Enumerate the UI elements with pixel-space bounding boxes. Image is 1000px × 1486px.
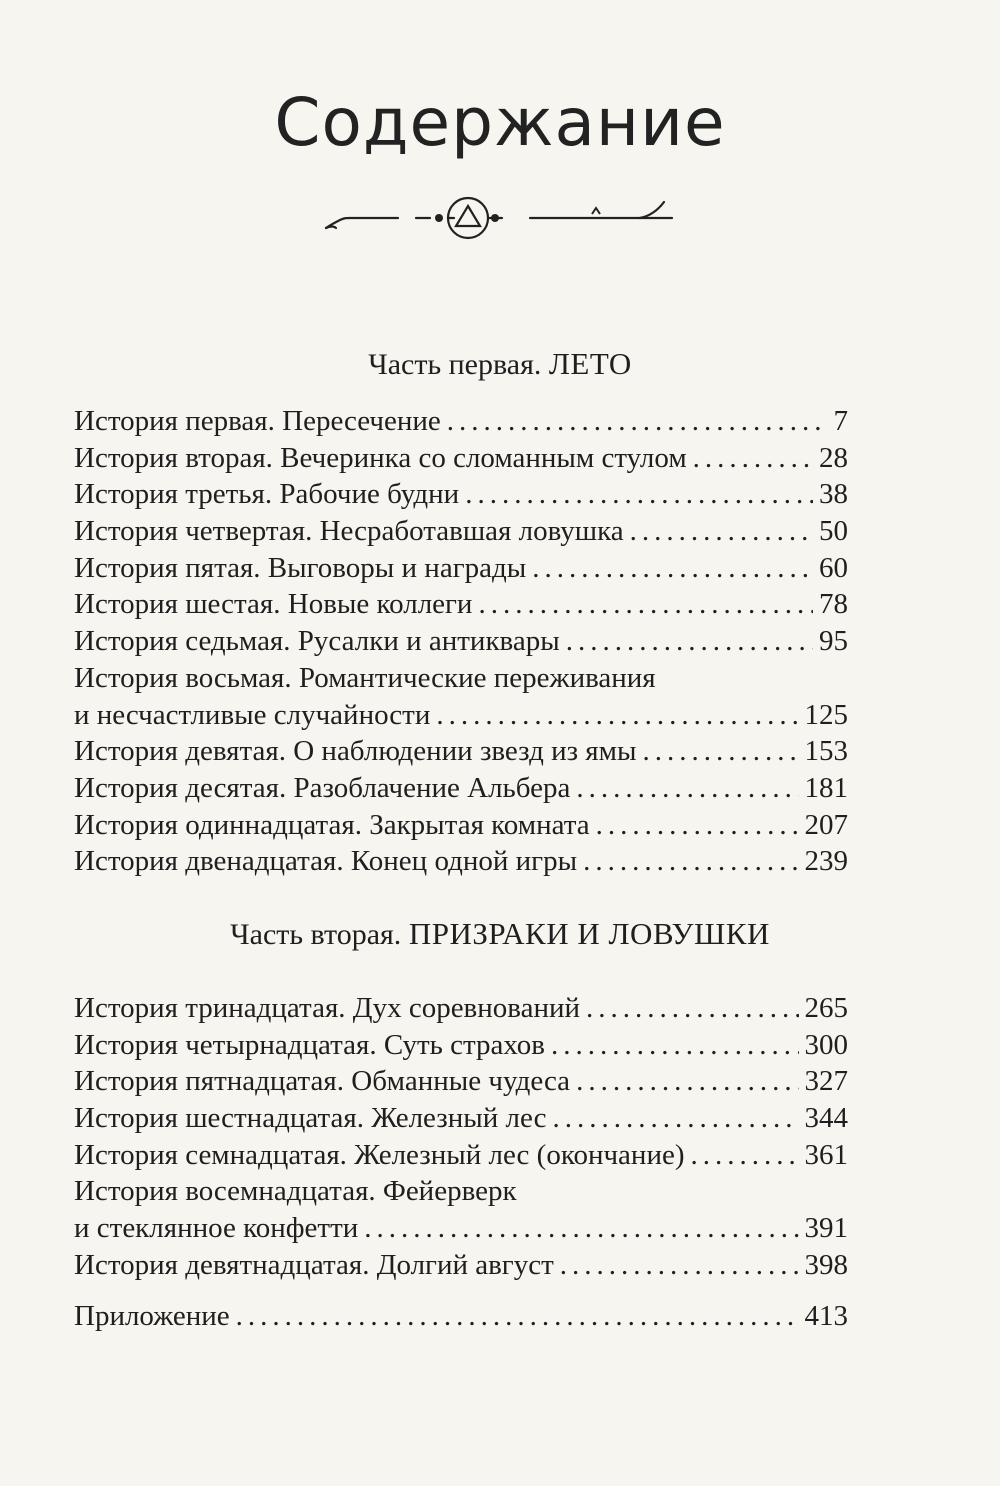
- dot-leader: [364, 1210, 798, 1247]
- dot-leader: [532, 550, 813, 587]
- toc-entry[interactable]: [74, 586, 848, 623]
- entry-title: История четырнадцатая. Суть страхов: [74, 1028, 545, 1061]
- entry-page: 125: [804, 698, 848, 731]
- toc-entry[interactable]: [74, 440, 848, 477]
- toc-entry[interactable]: [74, 1100, 848, 1137]
- dot-leader: [596, 807, 799, 844]
- toc-entry[interactable]: [74, 843, 848, 880]
- dot-leader: [552, 1100, 798, 1137]
- entry-title: и несчастливые случайности: [74, 698, 431, 731]
- entry-page: 361: [804, 1138, 848, 1171]
- entry-page: 60: [819, 551, 848, 584]
- entry-title: История шестнадцатая. Железный лес: [74, 1102, 547, 1135]
- entry-page: 413: [804, 1300, 848, 1332]
- toc-entry[interactable]: [74, 550, 848, 587]
- dot-leader: [586, 990, 798, 1027]
- dot-leader: [691, 1137, 799, 1174]
- part-two-name: ПРИЗРАКИ И ЛОВУШКИ: [408, 916, 770, 951]
- entry-page: 50: [819, 515, 848, 548]
- page-title: Содержание: [274, 84, 726, 161]
- entry-title: История пятнадцатая. Обманные чудеса: [74, 1065, 571, 1098]
- part-two-heading: [0, 916, 1000, 952]
- entry-title: История третья. Рабочие будни: [74, 478, 460, 511]
- entry-title: История тринадцатая. Дух соревнований: [74, 992, 581, 1024]
- entry-page: 181: [804, 771, 848, 804]
- entry-page: 391: [804, 1212, 848, 1245]
- entry-title: История одиннадцатая. Закрытая комната: [74, 808, 590, 841]
- entry-page: 344: [804, 1102, 848, 1135]
- dot-leader: [630, 513, 813, 550]
- entry-page: 207: [804, 808, 848, 841]
- toc-entry[interactable]: [74, 1137, 848, 1174]
- entry-title-line1[interactable]: История восемнадцатая. Фейерверк: [74, 1175, 517, 1208]
- toc-entry[interactable]: [74, 990, 848, 1027]
- part-one-name: ЛЕТО: [548, 346, 632, 381]
- dot-leader: [566, 623, 813, 660]
- entry-title: и стеклянное конфетти: [74, 1212, 359, 1245]
- toc-appendix: [74, 1298, 848, 1335]
- dot-leader: [478, 586, 813, 623]
- toc-entry[interactable]: [74, 1247, 848, 1284]
- toc-entry[interactable]: [74, 770, 848, 807]
- part-two-prefix: Часть вторая.: [230, 918, 402, 951]
- entry-page: 265: [804, 992, 848, 1024]
- entry-title: История седьмая. Русалки и антиквары: [74, 625, 560, 658]
- toc-entry[interactable]: [74, 623, 848, 660]
- part-one-heading: [0, 346, 1000, 382]
- entry-title: История девятая. О наблюдении звезд из ямы: [74, 735, 637, 768]
- entry-title: История четвертая. Несработавшая ловушка: [74, 515, 624, 548]
- entry-page: 28: [819, 441, 848, 474]
- dot-leader: [583, 843, 798, 880]
- entry-title: История семнадцатая. Железный лес (окончание): [74, 1138, 685, 1171]
- entry-title: История девятнадцатая. Долгий август: [74, 1248, 554, 1281]
- dot-leader: [642, 733, 798, 770]
- toc-entry-appendix[interactable]: [74, 1298, 848, 1335]
- dot-leader: [560, 1247, 799, 1284]
- dot-leader: [465, 476, 813, 513]
- entry-page: 7: [833, 405, 848, 437]
- toc-entry[interactable]: [74, 476, 848, 513]
- toc-part-one: [74, 403, 848, 880]
- entry-title: История первая. Пересечение: [74, 405, 441, 437]
- toc-entry[interactable]: [74, 513, 848, 550]
- entry-page: 38: [819, 478, 848, 511]
- toc-entry[interactable]: [74, 403, 848, 440]
- toc-part-two: [74, 990, 848, 1284]
- entry-title: История вторая. Вечеринка со сломанным стулом: [74, 441, 687, 474]
- entry-title: Приложение: [74, 1300, 230, 1332]
- entry-page: 153: [804, 735, 848, 768]
- entry-page: 327: [804, 1065, 848, 1098]
- entry-page: 95: [819, 625, 848, 658]
- toc-entry[interactable]: [74, 733, 848, 770]
- toc-entry[interactable]: [74, 807, 848, 844]
- dot-leader: [576, 770, 798, 807]
- entry-title: История шестая. Новые коллеги: [74, 588, 473, 621]
- dot-leader: [576, 1063, 798, 1100]
- toc-entry[interactable]: [74, 1027, 848, 1064]
- entry-title-line1[interactable]: История восьмая. Романтические переживания: [74, 661, 656, 694]
- dot-leader: [436, 697, 798, 734]
- toc-entry[interactable]: [74, 1210, 848, 1247]
- entry-page: 239: [804, 845, 848, 878]
- entry-title: История двенадцатая. Конец одной игры: [74, 845, 578, 878]
- dot-leader: [551, 1027, 799, 1064]
- dot-leader: [447, 403, 828, 440]
- moon-crescent-triangle-ornament-icon: [320, 196, 680, 242]
- entry-title: История десятая. Разоблачение Альбера: [74, 771, 571, 804]
- entry-title: История пятая. Выговоры и награды: [74, 551, 527, 584]
- part-one-prefix: Часть первая.: [368, 348, 542, 381]
- dot-leader: [236, 1298, 799, 1335]
- toc-entry[interactable]: [74, 697, 848, 734]
- dot-leader: [693, 440, 813, 477]
- entry-page: 300: [804, 1028, 848, 1061]
- entry-page: 78: [819, 588, 848, 621]
- entry-page: 398: [804, 1248, 848, 1281]
- toc-entry[interactable]: [74, 1063, 848, 1100]
